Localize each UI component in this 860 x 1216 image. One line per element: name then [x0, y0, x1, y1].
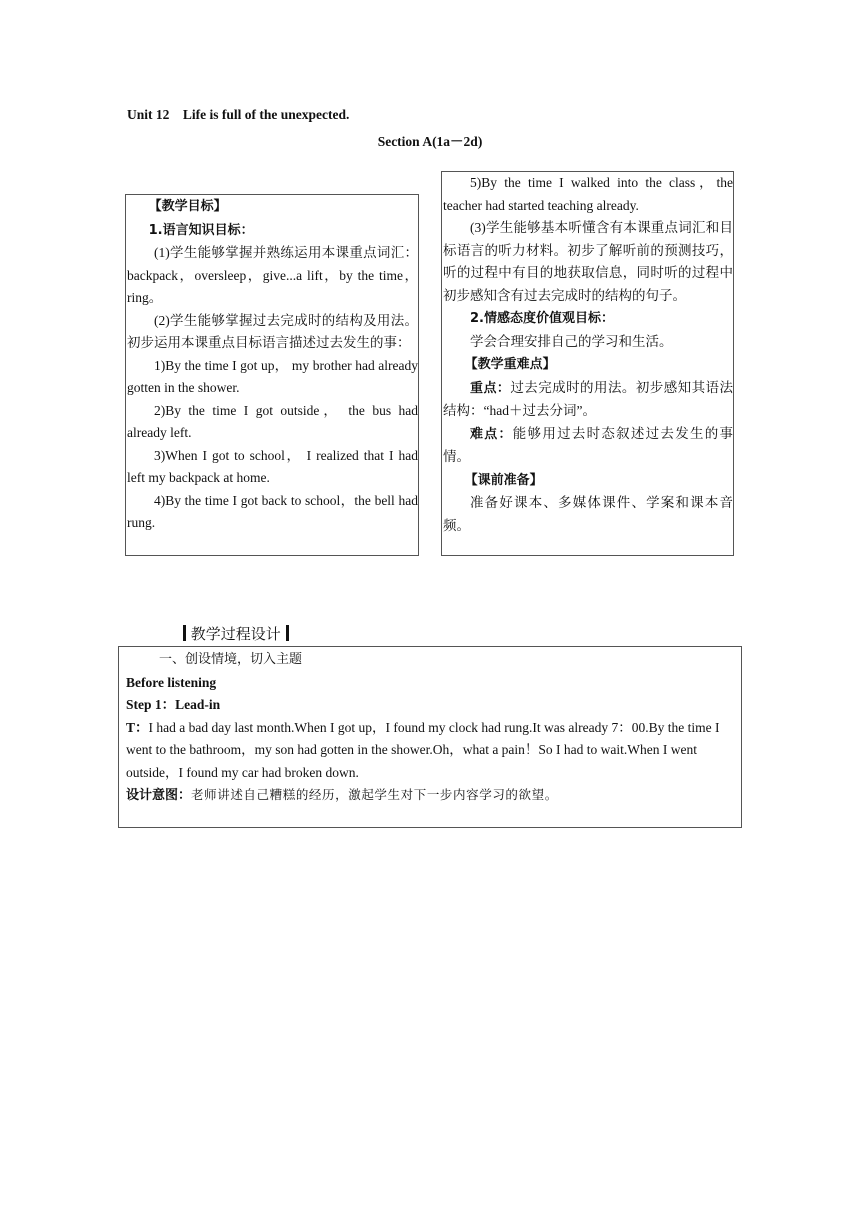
example-sentence-1: 1)By the time I got up， my brother had already gotten in the shower.: [127, 357, 418, 395]
key-point: [443, 377, 733, 423]
example-sentence-3: 3)When I got to school， I realized that I had left my backpack at home.: [127, 447, 418, 485]
process-box: [118, 646, 742, 828]
process-part-1: 一、创设情境，切入主题: [159, 652, 303, 667]
objectives-heading: 【教学目标】: [148, 199, 227, 214]
teacher-label: T：: [126, 719, 149, 735]
difficulty-text: 能够用过去时态叙述过去发生的事情。: [443, 425, 733, 464]
title-bar-left: [183, 625, 186, 641]
process-title: [183, 623, 289, 644]
process-step: Step 1：Lead-in: [126, 697, 221, 712]
example-sentence-4: 4)By the time I got back to school，the bell had rung.: [127, 492, 418, 530]
emotion-goal-label: 2.情感态度价值观目标：: [470, 311, 614, 326]
objectives-box-left: [125, 194, 419, 556]
prep-text: 准备好课本、多媒体课件、学案和课本音频。: [443, 495, 733, 533]
objective-item-1: (1)学生能够掌握并熟练运用本课重点词汇：backpack，oversleep，give...a lift，by the time，ring。: [127, 245, 418, 305]
example-sentence-2: 2)By the time I got outside， the bus had already left.: [127, 402, 418, 440]
objective-item-2: (2)学生能够掌握过去完成时的结构及用法。初步运用本课重点目标语言描述过去发生的事：: [127, 312, 418, 350]
process-phase: Before listening: [126, 674, 217, 690]
teacher-text: I had a bad day last month.When I got up，I found my clock had rung.It was already 7：00.By the time I went to the bathroom，my son had gotten in the shower.Oh，what a pain！So I had to wait.When I went outside，I found my car had broken down.: [126, 719, 720, 780]
design-text: 老师讲述自己糟糕的经历，激起学生对下一步内容学习的欲望。: [191, 787, 558, 802]
teacher-narrative: [126, 717, 735, 785]
unit-title: Unit 12 Life is full of the unexpected.: [127, 107, 350, 122]
language-goal-label: 1.语言知识目标：: [148, 222, 254, 238]
key-point-label: 重点：: [470, 380, 511, 396]
prep-heading: 【课前准备】: [464, 472, 543, 488]
title-bar-right: [286, 625, 289, 641]
design-label: 设计意图：: [126, 788, 192, 803]
difficulty-point: [443, 423, 733, 469]
process-title-text: 教学过程设计: [190, 625, 281, 643]
objective-item-3: (3)学生能够基本听懂含有本课重点词汇和目标语言的听力材料。初步了解听前的预测技巧，听的过程中有目的地获取信息，同时听的过程中初步感知含有过去完成时的结构的句子。: [443, 220, 733, 303]
design-intent: [126, 784, 735, 808]
emotion-goal-text: 学会合理安排自己的学习和生活。: [470, 333, 673, 349]
objectives-box-right: [441, 171, 734, 556]
key-points-heading: 【教学重难点】: [464, 357, 556, 372]
difficulty-label: 难点：: [470, 426, 513, 442]
key-point-text: 过去完成时的用法。初步感知其语法结构：“had＋过去分词”。: [443, 379, 733, 418]
section-title: Section A(1a－2d): [377, 134, 483, 149]
example-sentence-5: 5)By the time I walked into the class，the teacher had started teaching already.: [443, 175, 733, 213]
